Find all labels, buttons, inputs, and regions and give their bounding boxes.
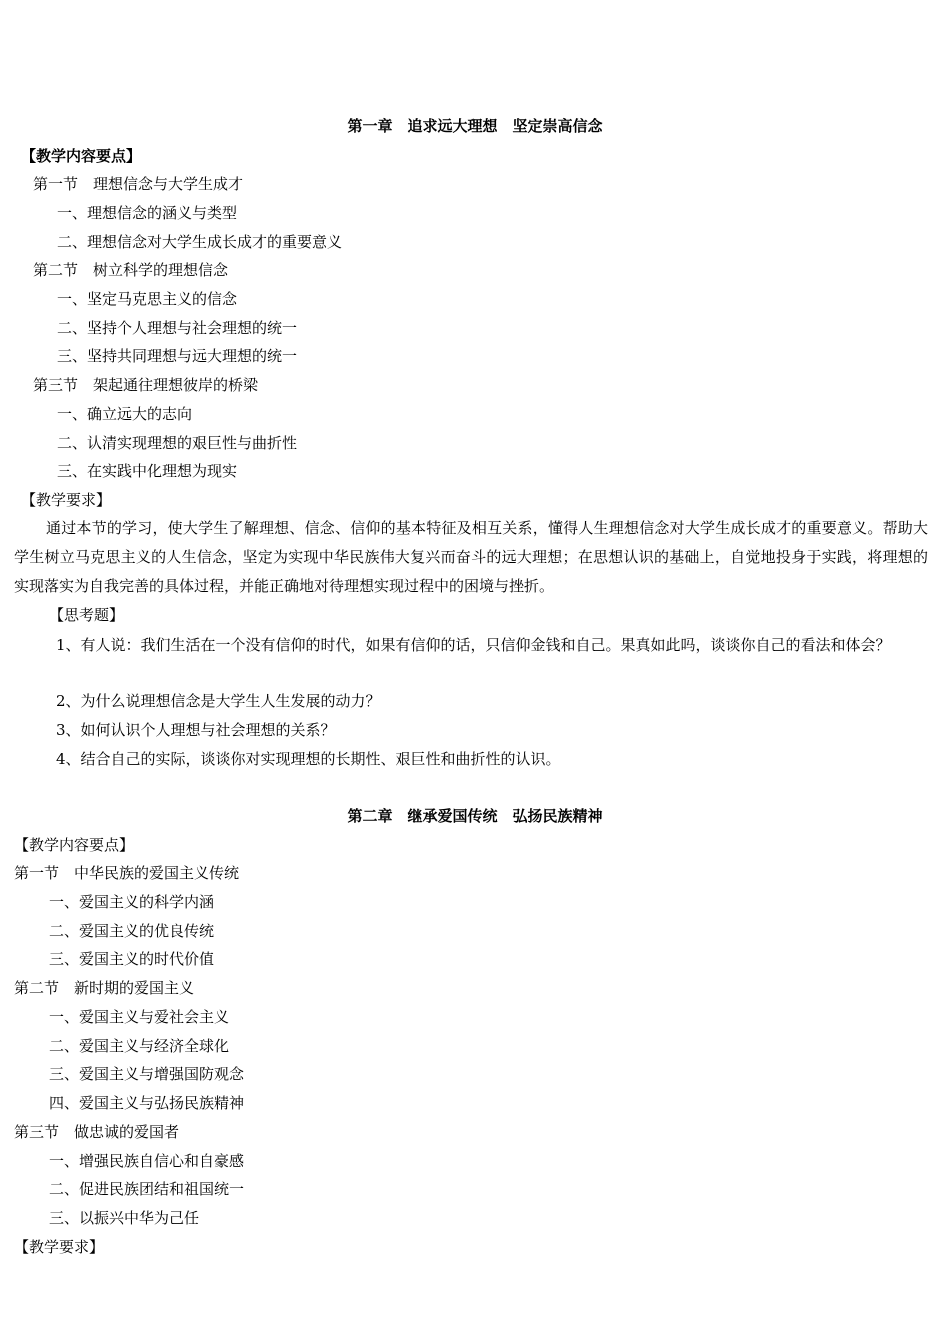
chapter1-section-item: 一、理想信念的涵义与类型 [57,204,238,222]
chapter1-section-item: 二、认清实现理想的艰巨性与曲折性 [57,434,298,452]
chapter1-section-title: 第二节 树立科学的理想信念 [33,261,229,279]
chapter1-section-title: 第一节 理想信念与大学生成才 [33,175,244,193]
chapter1-question: 3、如何认识个人理想与社会理想的关系？ [56,721,336,739]
chapter2-section-item: 三、以振兴中华为己任 [49,1209,200,1227]
chapter2-section-item: 二、促进民族团结和祖国统一 [49,1180,245,1198]
chapter1-section-item: 二、坚持个人理想与社会理想的统一 [57,319,298,337]
chapter1-section-title: 第三节 架起通往理想彼岸的桥梁 [33,376,259,394]
chapter2-section-title: 第二节 新时期的爱国主义 [14,979,195,997]
chapter2-section-title: 第三节 做忠诚的爱国者 [14,1123,180,1141]
chapter1-points-heading: 【教学内容要点】 [21,147,142,165]
chapter2-section-title: 第一节 中华民族的爱国主义传统 [14,864,240,882]
chapter2-section-item: 二、爱国主义的优良传统 [49,922,215,940]
chapter1-requirements-text: 通过本节的学习，使大学生了解理想、信念、信仰的基本特征及相互关系，懂得人生理想信念对大学生成长成才的重要意义。帮助大学生树立马克思主义的人生信念，坚定为实现中华民族伟大复兴而奋斗的远大理想；在思想认识的基础上，自觉地投身于实践，将理想的实现落实为自我完善的具体过程，并能正确地对待理想实现过程中的困境与挫折。 [14,519,928,595]
chapter2-points-heading: 【教学内容要点】 [14,836,135,854]
chapter2-section-item: 二、爱国主义与经济全球化 [49,1037,230,1055]
chapter1-questions-heading: 【思考题】 [49,606,125,624]
chapter1-section-item: 一、坚定马克思主义的信念 [57,290,238,308]
chapter2-section-item: 三、爱国主义的时代价值 [49,950,215,968]
chapter1-section-item: 三、在实践中化理想为现实 [57,462,238,480]
chapter1-question: 1、有人说：我们生活在一个没有信仰的时代，如果有信仰的话，只信仰金钱和自己。果真如此吗，谈谈你自己的看法和体会？ [56,636,891,654]
chapter2-section-item: 三、爱国主义与增强国防观念 [49,1065,245,1083]
chapter1-section-item: 二、理想信念对大学生成长成才的重要意义 [57,233,343,251]
chapter1-section-item: 三、坚持共同理想与远大理想的统一 [57,347,298,365]
chapter1-question: 4、结合自己的实际，谈谈你对实现理想的长期性、艰巨性和曲折性的认识。 [56,750,561,768]
chapter2-section-item: 一、爱国主义的科学内涵 [49,893,215,911]
chapter2-section-item: 四、爱国主义与弘扬民族精神 [49,1094,245,1112]
chapter1-requirements-heading: 【教学要求】 [21,491,112,509]
chapter2-section-item: 一、增强民族自信心和自豪感 [49,1152,245,1170]
chapter2-section-item: 一、爱国主义与爱社会主义 [49,1008,230,1026]
chapter1-section-item: 一、确立远大的志向 [57,405,193,423]
chapter1-question: 2、为什么说理想信念是大学生人生发展的动力？ [56,692,381,710]
chapter2-title: 第二章 继承爱国传统 弘扬民族精神 [347,807,603,825]
chapter2-requirements-heading: 【教学要求】 [14,1238,105,1256]
chapter1-title: 第一章 追求远大理想 坚定崇高信念 [347,117,603,135]
